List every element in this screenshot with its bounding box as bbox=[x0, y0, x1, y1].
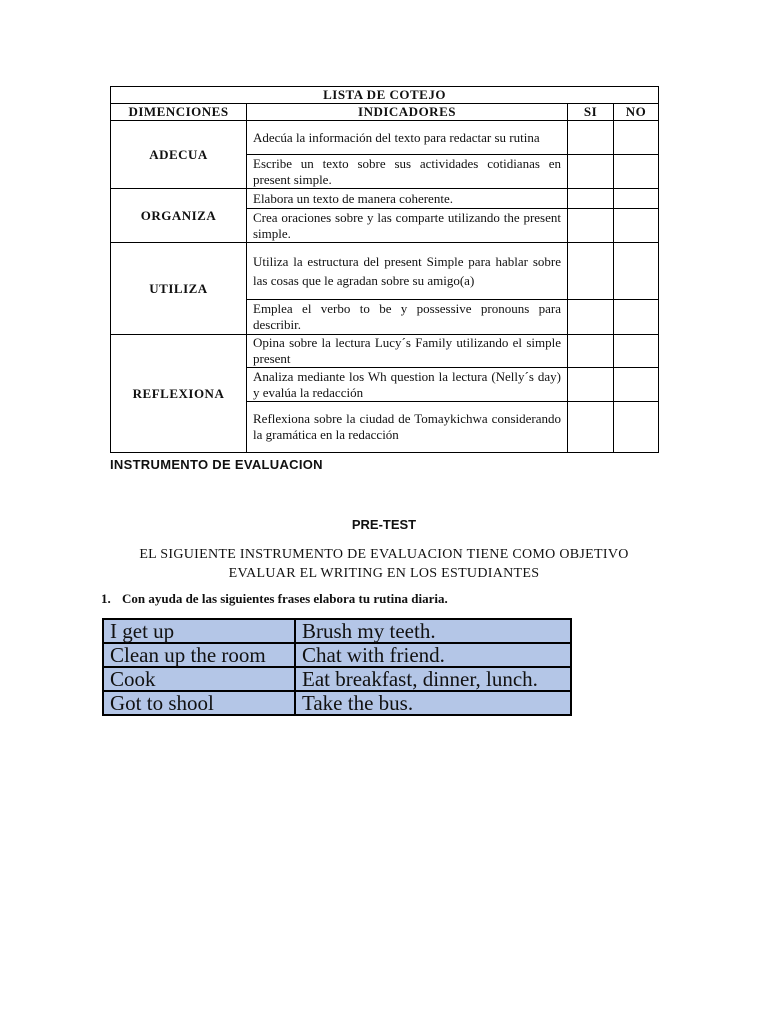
indicator-cell: Elabora un texto de manera coherente. bbox=[247, 189, 568, 209]
indicator-cell: Escribe un texto sobre sus actividades cotidianas en present simple. bbox=[247, 155, 568, 189]
phrase-cell: Got to shool bbox=[103, 691, 295, 715]
dimension-utiliza: UTILIZA bbox=[111, 243, 247, 335]
phrases-row bbox=[103, 691, 571, 715]
phrases-row bbox=[103, 667, 571, 691]
phrase-cell: Take the bus. bbox=[295, 691, 571, 715]
si-checkbox-cell[interactable] bbox=[568, 335, 614, 368]
indicator-cell: Crea oraciones sobre y las comparte utilizando the present simple. bbox=[247, 209, 568, 243]
phrases-table bbox=[102, 618, 572, 716]
indicator-cell: Opina sobre la lectura Lucy´s Family utilizando el simple present bbox=[247, 335, 568, 368]
dimension-adecua: ADECUA bbox=[111, 121, 247, 189]
checklist-table bbox=[110, 86, 659, 453]
si-checkbox-cell[interactable] bbox=[568, 121, 614, 155]
indicator-cell: Utiliza la estructura del present Simple para hablar sobre las cosas que le agradan sobre su amigo(a) bbox=[247, 243, 568, 300]
objective-line-1: EL SIGUIENTE INSTRUMENTO DE EVALUACION TIENE COMO OBJETIVO bbox=[139, 547, 629, 562]
instruction-text: Con ayuda de las siguientes frases elabora tu rutina diaria. bbox=[122, 591, 448, 606]
objective-line-2: EVALUAR EL WRITING EN LOS ESTUDIANTES bbox=[228, 566, 540, 581]
si-checkbox-cell[interactable] bbox=[568, 189, 614, 209]
indicator-cell: Adecúa la información del texto para redactar su rutina bbox=[247, 121, 568, 155]
no-checkbox-cell[interactable] bbox=[614, 368, 659, 402]
indicator-cell: Analiza mediante los Wh question la lectura (Nelly´s day) y evalúa la redacción bbox=[247, 368, 568, 402]
phrase-cell: Eat breakfast, dinner, lunch. bbox=[295, 667, 571, 691]
no-checkbox-cell[interactable] bbox=[614, 121, 659, 155]
header-indicators: INDICADORES bbox=[247, 104, 568, 121]
no-checkbox-cell[interactable] bbox=[614, 402, 659, 453]
no-checkbox-cell[interactable] bbox=[614, 189, 659, 209]
no-checkbox-cell[interactable] bbox=[614, 300, 659, 335]
si-checkbox-cell[interactable] bbox=[568, 209, 614, 243]
dimension-reflexiona: REFLEXIONA bbox=[111, 335, 247, 453]
si-checkbox-cell[interactable] bbox=[568, 155, 614, 189]
phrase-cell: Brush my teeth. bbox=[295, 619, 571, 643]
no-checkbox-cell[interactable] bbox=[614, 335, 659, 368]
dimension-organiza: ORGANIZA bbox=[111, 189, 247, 243]
si-checkbox-cell[interactable] bbox=[568, 402, 614, 453]
phrase-cell: Clean up the room bbox=[103, 643, 295, 667]
checklist-title: LISTA DE COTEJO bbox=[111, 87, 659, 104]
phrases-row bbox=[103, 643, 571, 667]
phrases-row bbox=[103, 619, 571, 643]
phrase-cell: Chat with friend. bbox=[295, 643, 571, 667]
header-si: SI bbox=[568, 104, 614, 121]
no-checkbox-cell[interactable] bbox=[614, 209, 659, 243]
objective-text bbox=[0, 545, 768, 583]
header-no: NO bbox=[614, 104, 659, 121]
indicator-cell: Reflexiona sobre la ciudad de Tomaykichwa considerando la gramática en la redacción bbox=[247, 402, 568, 453]
instrument-label: INSTRUMENTO DE EVALUACION bbox=[110, 457, 323, 472]
instruction-number: 1. bbox=[101, 591, 111, 606]
no-checkbox-cell[interactable] bbox=[614, 243, 659, 300]
phrase-cell: Cook bbox=[103, 667, 295, 691]
no-checkbox-cell[interactable] bbox=[614, 155, 659, 189]
si-checkbox-cell[interactable] bbox=[568, 300, 614, 335]
header-dimensions: DIMENCIONES bbox=[111, 104, 247, 121]
instruction bbox=[101, 591, 448, 607]
phrase-cell: I get up bbox=[103, 619, 295, 643]
pretest-title: PRE-TEST bbox=[351, 517, 417, 532]
si-checkbox-cell[interactable] bbox=[568, 243, 614, 300]
indicator-cell: Emplea el verbo to be y possessive pronouns para describir. bbox=[247, 300, 568, 335]
si-checkbox-cell[interactable] bbox=[568, 368, 614, 402]
